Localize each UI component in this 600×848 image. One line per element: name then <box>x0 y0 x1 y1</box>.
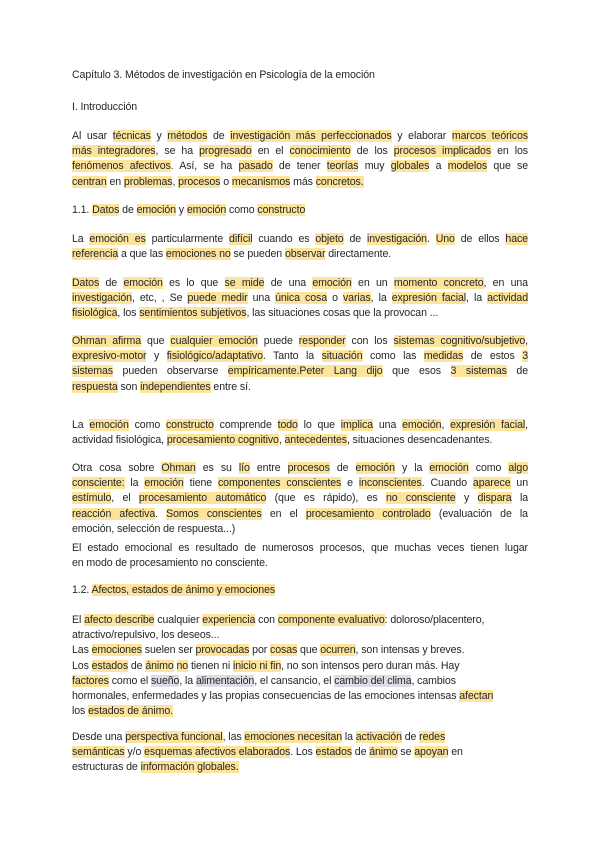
paragraph-otra-cosa <box>72 461 528 537</box>
text-segment: o <box>220 175 232 188</box>
text-segment: muy <box>358 160 391 173</box>
text-segment: con los <box>345 335 394 347</box>
text-segment: , se ha <box>155 145 200 158</box>
text-segment: en un <box>351 277 394 289</box>
highlighted-text: inicio ni fin <box>232 659 282 672</box>
highlighted-text: procesos <box>287 462 330 474</box>
text-line <box>72 175 528 190</box>
text-line <box>72 643 528 658</box>
highlighted-text: progresado <box>199 145 252 158</box>
text-line <box>72 461 528 476</box>
text-segment: . Así, se ha <box>170 160 239 173</box>
text-line <box>72 541 528 556</box>
highlighted-text: emoción <box>136 204 176 216</box>
highlighted-text: algo <box>508 462 529 474</box>
text-segment: en <box>106 175 124 188</box>
text-segment: . <box>426 233 436 245</box>
text-segment: por <box>249 644 271 657</box>
text-segment: de estos <box>463 350 523 363</box>
text-segment: se pueden <box>230 248 285 261</box>
highlighted-text: constructo <box>257 204 306 216</box>
highlighted-text: emoción <box>123 277 163 289</box>
highlighted-text: modelos <box>447 160 488 173</box>
subsection-heading-1-2 <box>72 583 528 598</box>
highlighted-text: inconscientes <box>358 477 422 490</box>
highlighted-text: independientes <box>140 380 211 393</box>
highlighted-text: sistemas <box>72 365 113 378</box>
highlighted-text: métodos <box>167 130 208 142</box>
text-line <box>72 291 528 306</box>
text-line <box>72 745 528 760</box>
text-segment: , son intensas y breves. <box>355 644 465 657</box>
text-line <box>72 556 528 571</box>
highlighted-text: fenómenos afectivos <box>72 160 171 173</box>
text-segment: cualquier <box>154 614 203 626</box>
highlighted-text: Afectos, estados de ánimo y emociones <box>91 584 276 596</box>
highlighted-text: expresivo-motor <box>72 350 147 363</box>
text-segment: la <box>124 477 145 490</box>
highlighted-text: activación <box>355 731 402 743</box>
highlighted-text: 3 <box>522 350 528 363</box>
text-segment: , <box>525 419 528 431</box>
text-segment: La <box>72 233 90 245</box>
text-line <box>72 159 528 174</box>
text-segment: , etc, , Se <box>131 292 188 305</box>
text-segment: puede <box>257 335 299 347</box>
highlighted-text: información globales. <box>140 761 239 774</box>
highlighted-text: Ohman afirma <box>72 335 142 347</box>
text-segment: de <box>506 365 528 378</box>
text-line <box>72 628 528 643</box>
text-segment: , el cansancio, el <box>254 674 335 687</box>
text-segment: o <box>327 292 343 305</box>
text-segment: particularmente <box>145 233 230 245</box>
text-segment: una <box>247 292 276 305</box>
text-segment: tienen ni <box>188 659 233 672</box>
highlighted-text: todo <box>277 419 298 431</box>
text-line <box>72 232 528 247</box>
highlighted-text: expresión facial <box>391 292 467 305</box>
text-segment: : doloroso/placentero, <box>384 614 485 626</box>
text-segment: atractivo/repulsivo, los deseos... <box>72 629 220 642</box>
text-segment: como <box>468 462 509 474</box>
text-segment: , en una <box>483 277 528 289</box>
highlighted-text: estímulo <box>72 492 112 505</box>
text-segment: de ellos <box>454 233 506 245</box>
text-segment: directamente. <box>325 248 392 261</box>
text-line <box>72 364 528 379</box>
highlighted-text: difícil <box>229 233 253 245</box>
text-segment: , las <box>222 731 245 743</box>
highlighted-text: teorías <box>326 160 359 173</box>
text-segment: de tener <box>272 160 327 173</box>
highlighted-text: referencia <box>72 248 119 261</box>
paragraph-perspectiva <box>72 730 528 776</box>
text-segment: y <box>455 492 478 505</box>
highlighted-text: procesos implicados <box>393 145 492 158</box>
text-segment: un <box>510 477 528 490</box>
text-segment: entre <box>249 462 288 474</box>
text-segment: , el <box>111 492 139 505</box>
highlighted-text: emoción <box>312 277 352 289</box>
text-line <box>72 507 528 522</box>
text-segment: estructuras de <box>72 761 141 774</box>
highlighted-text: lío <box>238 462 250 474</box>
highlighted-text: problemas <box>123 175 173 188</box>
highlighted-text: semánticas <box>72 746 125 759</box>
text-segment: , <box>172 175 179 188</box>
text-segment: Al usar <box>72 130 113 142</box>
text-segment: , los <box>117 307 140 320</box>
paragraph-afecto <box>72 613 528 719</box>
highlighted-text: componentes conscientes <box>217 477 342 490</box>
text-segment: y <box>175 204 187 216</box>
highlighted-text: reacción afectiva <box>72 507 156 520</box>
paragraph-estado-emocional <box>72 541 528 571</box>
text-line <box>72 334 528 349</box>
text-segment: , las situaciones cosas que la provocan ... <box>246 307 439 320</box>
text-line <box>72 306 528 321</box>
text-segment: de <box>351 746 370 759</box>
highlighted-text: investigación <box>72 292 132 305</box>
text-line <box>72 583 528 598</box>
text-line <box>72 203 528 218</box>
text-segment: a <box>429 160 448 173</box>
highlighted-text: aparece <box>472 477 511 490</box>
text-segment: La <box>72 419 90 431</box>
text-line <box>72 247 528 262</box>
text-segment: cuando es <box>252 233 316 245</box>
highlighted-text: estados de ánimo. <box>88 705 173 718</box>
text-line <box>72 418 528 433</box>
highlighted-text: experiencia <box>202 614 256 626</box>
text-segment: de los <box>350 145 394 158</box>
highlighted-text: emoción <box>402 419 442 431</box>
text-segment: son <box>117 380 141 393</box>
highlighted-text: estados <box>91 659 129 672</box>
highlighted-text: actividad <box>487 292 529 305</box>
text-segment: a que las <box>118 248 166 261</box>
text-line <box>72 760 528 775</box>
highlighted-text: investigación más perfeccionados <box>230 130 392 142</box>
highlighted-text: apoyan <box>414 746 449 759</box>
highlighted-text: emoción <box>144 477 184 490</box>
highlighted-text: emoción <box>429 462 469 474</box>
paragraph-constructo <box>72 418 528 448</box>
highlighted-text: expresión facial <box>450 419 526 431</box>
highlighted-text: implica <box>340 419 374 431</box>
text-segment: (evaluación de la <box>430 507 528 520</box>
highlighted-text: fisiológico/adaptativo <box>166 350 263 363</box>
highlighted-text: más integradores <box>72 145 156 158</box>
text-segment: los <box>72 705 89 718</box>
paragraph-datos-emocion <box>72 276 528 322</box>
text-segment: que <box>297 644 321 657</box>
text-line <box>72 380 528 395</box>
highlighted-text: estados <box>315 746 352 759</box>
text-segment: como <box>128 419 166 431</box>
highlighted-text: varias <box>342 292 371 305</box>
highlighted-text: Uno <box>435 233 455 245</box>
text-segment: en <box>448 746 463 759</box>
text-line <box>72 674 528 689</box>
text-segment: de <box>119 204 137 216</box>
text-line <box>72 522 528 537</box>
highlighted-text: ánimo <box>369 746 398 759</box>
highlighted-text: afectan <box>459 689 494 702</box>
highlighted-text: esquemas afectivos elaborados <box>144 746 291 759</box>
highlighted-text: emociones <box>91 644 142 657</box>
text-line <box>72 704 528 719</box>
text-segment: de <box>99 277 124 289</box>
highlighted-text: técnicas <box>112 130 151 142</box>
highlighted-text: 3 sistemas <box>450 365 507 378</box>
text-segment: emoción, selección de respuesta...) <box>72 522 236 535</box>
text-segment: como el <box>108 674 151 687</box>
highlighted-text: consciente: <box>72 477 125 490</box>
highlighted-text: Datos <box>72 277 100 289</box>
text-segment: El estado emocional es resultado de numerosos procesos, que muchas veces tienen lugar <box>72 542 528 554</box>
text-segment: una <box>373 419 403 431</box>
text-segment: comprende <box>213 419 278 431</box>
text-segment: de <box>207 130 231 142</box>
highlighted-text: emoción <box>186 204 227 216</box>
highlighted-text: emoción <box>355 462 395 474</box>
subsection-heading-1-1 <box>72 203 528 218</box>
text-segment: en el <box>251 145 290 158</box>
highlighted-text: dispara <box>477 492 512 505</box>
highlighted-text: no <box>176 659 189 672</box>
highlighted-text: investigación <box>366 233 427 245</box>
text-segment: en modo de procesamiento no consciente. <box>72 557 268 570</box>
text-segment: , no son intensos pero duran más. Hay <box>281 659 460 672</box>
text-segment: Otra cosa sobre <box>72 462 162 474</box>
text-segment: 1.1. <box>72 204 93 216</box>
text-segment: suelen ser <box>141 644 196 657</box>
text-segment: es su <box>195 462 239 474</box>
text-line <box>72 144 528 159</box>
paragraph-ohman <box>72 334 528 395</box>
text-line <box>72 659 528 674</box>
text-segment: , la <box>370 292 392 305</box>
text-segment: , situaciones desencadenantes. <box>346 434 493 447</box>
highlighted-text-secondary: alimentación <box>195 674 255 687</box>
text-segment: (que es rápido), es <box>266 492 386 505</box>
text-segment: . <box>155 507 167 520</box>
text-segment: y <box>146 350 167 363</box>
text-segment: de <box>343 233 367 245</box>
text-segment: El <box>72 614 85 626</box>
text-segment: de <box>401 731 420 743</box>
text-segment: la <box>342 731 356 743</box>
highlighted-text: responder <box>298 335 346 347</box>
highlighted-text: medidas <box>423 350 464 363</box>
highlighted-text: momento concreto <box>393 277 484 289</box>
highlighted-text: antecedentes <box>284 434 347 447</box>
text-line <box>72 730 528 745</box>
text-segment: es lo que <box>162 277 225 289</box>
chapter-title: Capítulo 3. Métodos de investigación en Psicología de la emoción <box>72 69 375 81</box>
text-segment: , <box>441 419 451 431</box>
highlighted-text: Somos conscientes <box>166 507 262 520</box>
highlighted-text: se mide <box>224 277 265 289</box>
text-segment: , <box>525 335 529 347</box>
highlighted-text: centran <box>72 175 107 188</box>
section-heading-introduccion: I. Introducción <box>72 101 138 113</box>
text-segment: tiene <box>183 477 218 490</box>
text-segment: , la <box>466 292 488 305</box>
text-segment: de <box>329 462 356 474</box>
highlighted-text-secondary: sueño <box>150 674 180 687</box>
highlighted-text: constructo <box>165 419 214 431</box>
text-segment: , <box>278 434 285 447</box>
text-line <box>72 689 528 704</box>
highlighted-text: cualquier emoción <box>170 335 258 347</box>
text-segment: más <box>290 175 316 188</box>
highlighted-text: hace <box>505 233 528 245</box>
highlighted-text-secondary: cambio del clima <box>334 674 412 687</box>
text-segment: como <box>226 204 258 216</box>
highlighted-text: emociones necesitan <box>244 731 343 743</box>
text-segment: que esos <box>382 365 451 378</box>
highlighted-text: perspectiva funcional <box>125 731 223 743</box>
highlighted-text: componente evaluativo <box>277 614 385 626</box>
highlighted-text: emociones no <box>165 248 231 261</box>
highlighted-text: ocurren <box>320 644 356 657</box>
highlighted-text: puede medir <box>187 292 248 305</box>
text-segment: y/o <box>124 746 145 759</box>
text-segment: . Tanto la <box>262 350 322 363</box>
text-segment: pueden observarse <box>113 365 228 378</box>
highlighted-text: procesamiento controlado <box>305 507 431 520</box>
highlighted-text: afecto describe <box>84 614 155 626</box>
highlighted-text: sistemas cognitivo/subjetivo <box>393 335 526 347</box>
text-line <box>72 491 528 506</box>
highlighted-text: mecanismos <box>231 175 291 188</box>
highlighted-text: factores <box>72 674 109 687</box>
text-segment: con <box>255 614 278 626</box>
text-segment: entre sí. <box>210 380 251 393</box>
highlighted-text: objeto <box>315 233 344 245</box>
text-segment: Los <box>72 659 92 672</box>
text-segment: en el <box>261 507 306 520</box>
text-line <box>72 613 528 628</box>
text-line <box>72 349 528 364</box>
highlighted-text: Datos <box>92 204 120 216</box>
highlighted-text: cosas <box>270 644 298 657</box>
text-segment: y <box>150 130 168 142</box>
highlighted-text: ánimo <box>145 659 174 672</box>
highlighted-text: conocimiento <box>289 145 351 158</box>
highlighted-text: observar <box>284 248 326 261</box>
highlighted-text: sentimientos subjetivos <box>139 307 247 320</box>
highlighted-text: procesamiento cognitivo <box>166 434 279 447</box>
paragraph-emocion-dificil <box>72 232 528 262</box>
text-segment: actividad fisiológica, <box>72 434 167 447</box>
text-segment: la <box>511 492 528 505</box>
highlighted-text: redes <box>419 731 446 743</box>
highlighted-text: única cosa <box>275 292 327 305</box>
highlighted-text: emoción es <box>89 233 146 245</box>
highlighted-text: marcos teóricos <box>451 130 528 142</box>
text-segment: y la <box>394 462 430 474</box>
highlighted-text: situación <box>321 350 363 363</box>
text-segment: en los <box>491 145 528 158</box>
text-segment: e <box>341 477 359 490</box>
text-line <box>72 476 528 491</box>
paragraph-intro <box>72 129 528 190</box>
highlighted-text: Peter Lang dijo <box>299 365 383 378</box>
highlighted-text: fisiológica <box>72 307 118 320</box>
text-line <box>72 276 528 291</box>
highlighted-text: concretos. <box>315 175 364 188</box>
highlighted-text: empíricamente. <box>227 365 300 378</box>
text-segment: que se <box>487 160 528 173</box>
text-line <box>72 433 528 448</box>
text-segment: , cambios <box>411 674 456 687</box>
highlighted-text: pasado <box>238 160 273 173</box>
highlighted-text: globales <box>390 160 430 173</box>
highlighted-text: emoción <box>89 419 129 431</box>
text-segment: de una <box>264 277 313 289</box>
text-segment: Desde una <box>72 731 126 743</box>
highlighted-text: provocadas <box>195 644 250 657</box>
text-segment: . Los <box>290 746 316 759</box>
text-segment: . Cuando <box>421 477 473 490</box>
text-segment: hormonales, enfermedades y las propias consecuencias de las emociones intensas <box>72 689 460 702</box>
highlighted-text: Ohman <box>161 462 196 474</box>
text-segment: como las <box>362 350 424 363</box>
highlighted-text: respuesta <box>72 380 118 393</box>
highlighted-text: procesamiento automático <box>138 492 267 505</box>
highlighted-text: no consciente <box>385 492 456 505</box>
text-line <box>72 129 528 144</box>
text-segment: Las <box>72 644 92 657</box>
text-segment: y elaborar <box>391 130 452 142</box>
text-segment: se <box>397 746 415 759</box>
text-segment: de <box>128 659 146 672</box>
text-segment: , la <box>179 674 196 687</box>
highlighted-text: procesos <box>178 175 221 188</box>
text-segment: 1.2. <box>72 584 92 596</box>
text-segment: lo que <box>297 419 341 431</box>
text-segment: que <box>141 335 171 347</box>
